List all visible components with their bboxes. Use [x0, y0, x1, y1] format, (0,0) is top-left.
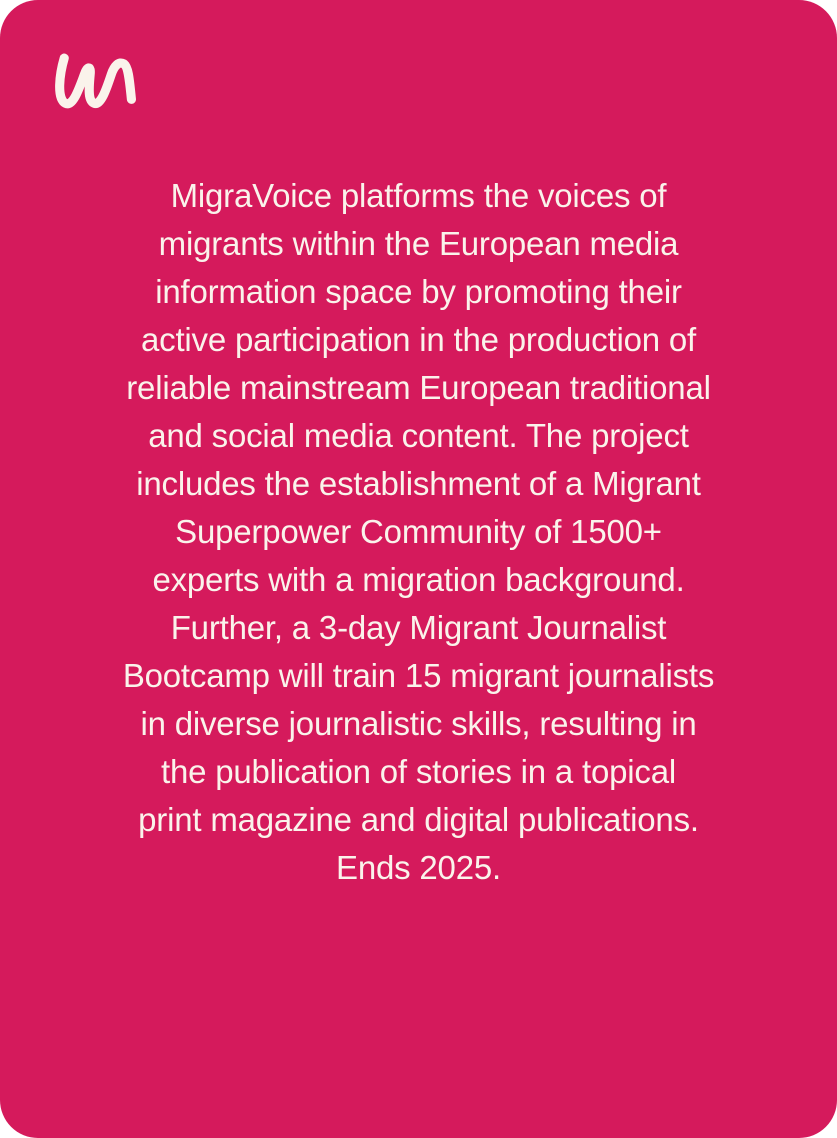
description-line: information space by promoting their [155, 273, 682, 310]
description-line: active participation in the production of [141, 321, 696, 358]
description-line: migrants within the European media [158, 225, 679, 262]
description-line: experts with a migration background. [152, 561, 685, 598]
description-line: MigraVoice platforms the voices of [170, 177, 667, 214]
scribble-w-icon [46, 48, 142, 120]
description-line: includes the establishment of a Migrant [136, 465, 701, 502]
description-line: Superpower Community of 1500+ [175, 513, 662, 550]
description-line: in diverse journalistic skills, resulting in [140, 705, 697, 742]
description-line: print magazine and digital publications. [138, 801, 699, 838]
description-line: Ends 2025. [336, 849, 501, 886]
description-line: Bootcamp will train 15 migrant journalists [122, 657, 715, 694]
description-line: the publication of stories in a topical [160, 753, 676, 790]
description-line: and social media content. The project [148, 417, 689, 454]
project-description [29, 172, 809, 892]
description-line: reliable mainstream European traditional [126, 369, 711, 406]
description-line: Further, a 3-day Migrant Journalist [170, 609, 667, 646]
